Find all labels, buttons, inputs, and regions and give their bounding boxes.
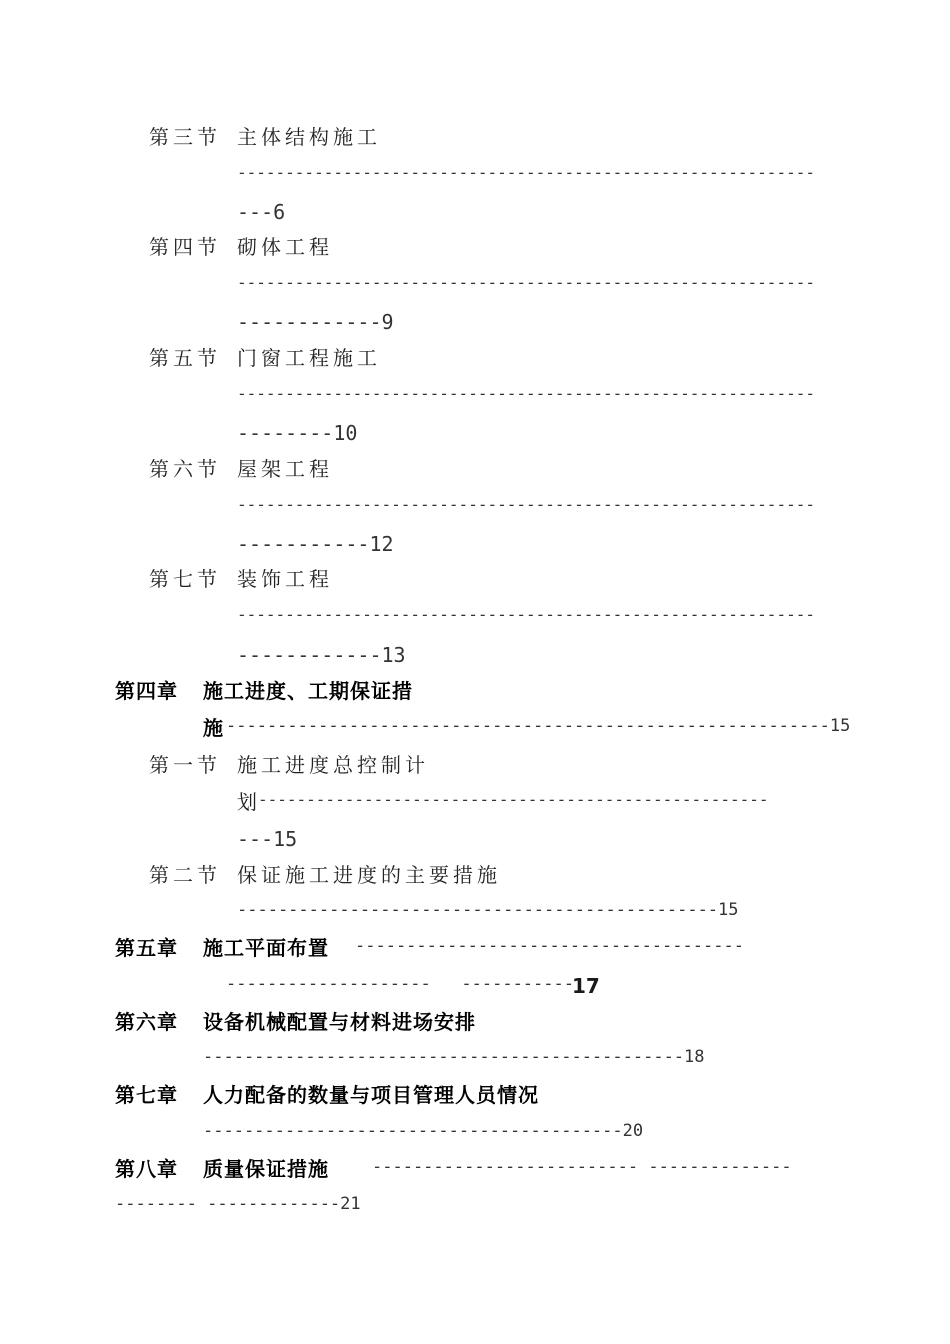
- toc-chapter-number: 第五章: [115, 936, 178, 960]
- toc-leader-dots-cont: -------------------- -----------: [226, 974, 574, 994]
- toc-leader-page: --------10: [237, 421, 358, 445]
- toc-leader-dots: ------------------------------------------------------------: [237, 273, 815, 292]
- toc-leader-dots: ------------------------------------------------------------: [237, 163, 815, 182]
- toc-chapter-title: 设备机械配置与材料进场安排: [203, 1010, 476, 1034]
- toc-section-title: 保证施工进度的主要措施: [237, 863, 501, 887]
- toc-leader-page: -----------12: [237, 532, 394, 556]
- toc-chapter-title: 施工进度、工期保证措: [203, 679, 413, 703]
- toc-section-number: 第四节: [149, 235, 221, 259]
- toc-section-title-cont: 划: [237, 790, 261, 814]
- toc-leader-page: ---6: [237, 200, 286, 224]
- toc-chapter-number: 第七章: [115, 1083, 178, 1107]
- toc-leader-dots: -----------------------------------------------15: [237, 900, 739, 920]
- toc-section-title: 门窗工程施工: [237, 346, 381, 370]
- toc-section-number: 第六节: [149, 457, 221, 481]
- toc-leader-page: ------------13: [237, 643, 406, 667]
- toc-leader-dots: --------------------------------------: [355, 936, 744, 956]
- toc-chapter-title-cont: 施: [203, 716, 224, 740]
- toc-section-title: 装饰工程: [237, 567, 333, 591]
- toc-section-title: 砌体工程: [237, 235, 333, 259]
- toc-section-number: 第七节: [149, 567, 221, 591]
- toc-chapter-number: 第八章: [115, 1157, 178, 1181]
- toc-section-number: 第五节: [149, 346, 221, 370]
- toc-section-title: 主体结构施工: [237, 125, 381, 149]
- toc-chapter-title: 施工平面布置: [203, 936, 329, 960]
- toc-section-number: 第三节: [149, 125, 221, 149]
- toc-page-number: 17: [572, 974, 600, 998]
- toc-chapter-title: 质量保证措施: [203, 1157, 329, 1181]
- toc-leader-dots: -----------------------------------------------------------15: [226, 716, 851, 736]
- toc-leader-dots: -----------------------------------------------------: [258, 790, 769, 809]
- toc-leader-dots: ------------------------------------------------------------: [237, 605, 815, 624]
- toc-chapter-number: 第六章: [115, 1010, 178, 1034]
- toc-leader-dots: -------------------------- --------------: [372, 1157, 792, 1177]
- toc-section-number: 第一节: [149, 753, 221, 777]
- toc-leader-dots: -----------------------------------------------18: [203, 1047, 705, 1067]
- toc-leader-page: ---15: [237, 827, 298, 851]
- toc-section-title: 施工进度总控制计: [237, 753, 429, 777]
- toc-leader-dots-cont: -------- -------------21: [115, 1194, 361, 1214]
- toc-leader-dots: ------------------------------------------------------------: [237, 495, 815, 514]
- toc-leader-dots: -----------------------------------------20: [203, 1121, 644, 1141]
- toc-leader-dots: ------------------------------------------------------------: [237, 384, 815, 403]
- toc-section-number: 第二节: [149, 863, 221, 887]
- toc-leader-page: ------------9: [237, 310, 394, 334]
- toc-chapter-number: 第四章: [115, 679, 178, 703]
- toc-section-title: 屋架工程: [237, 457, 333, 481]
- toc-chapter-title: 人力配备的数量与项目管理人员情况: [203, 1083, 539, 1107]
